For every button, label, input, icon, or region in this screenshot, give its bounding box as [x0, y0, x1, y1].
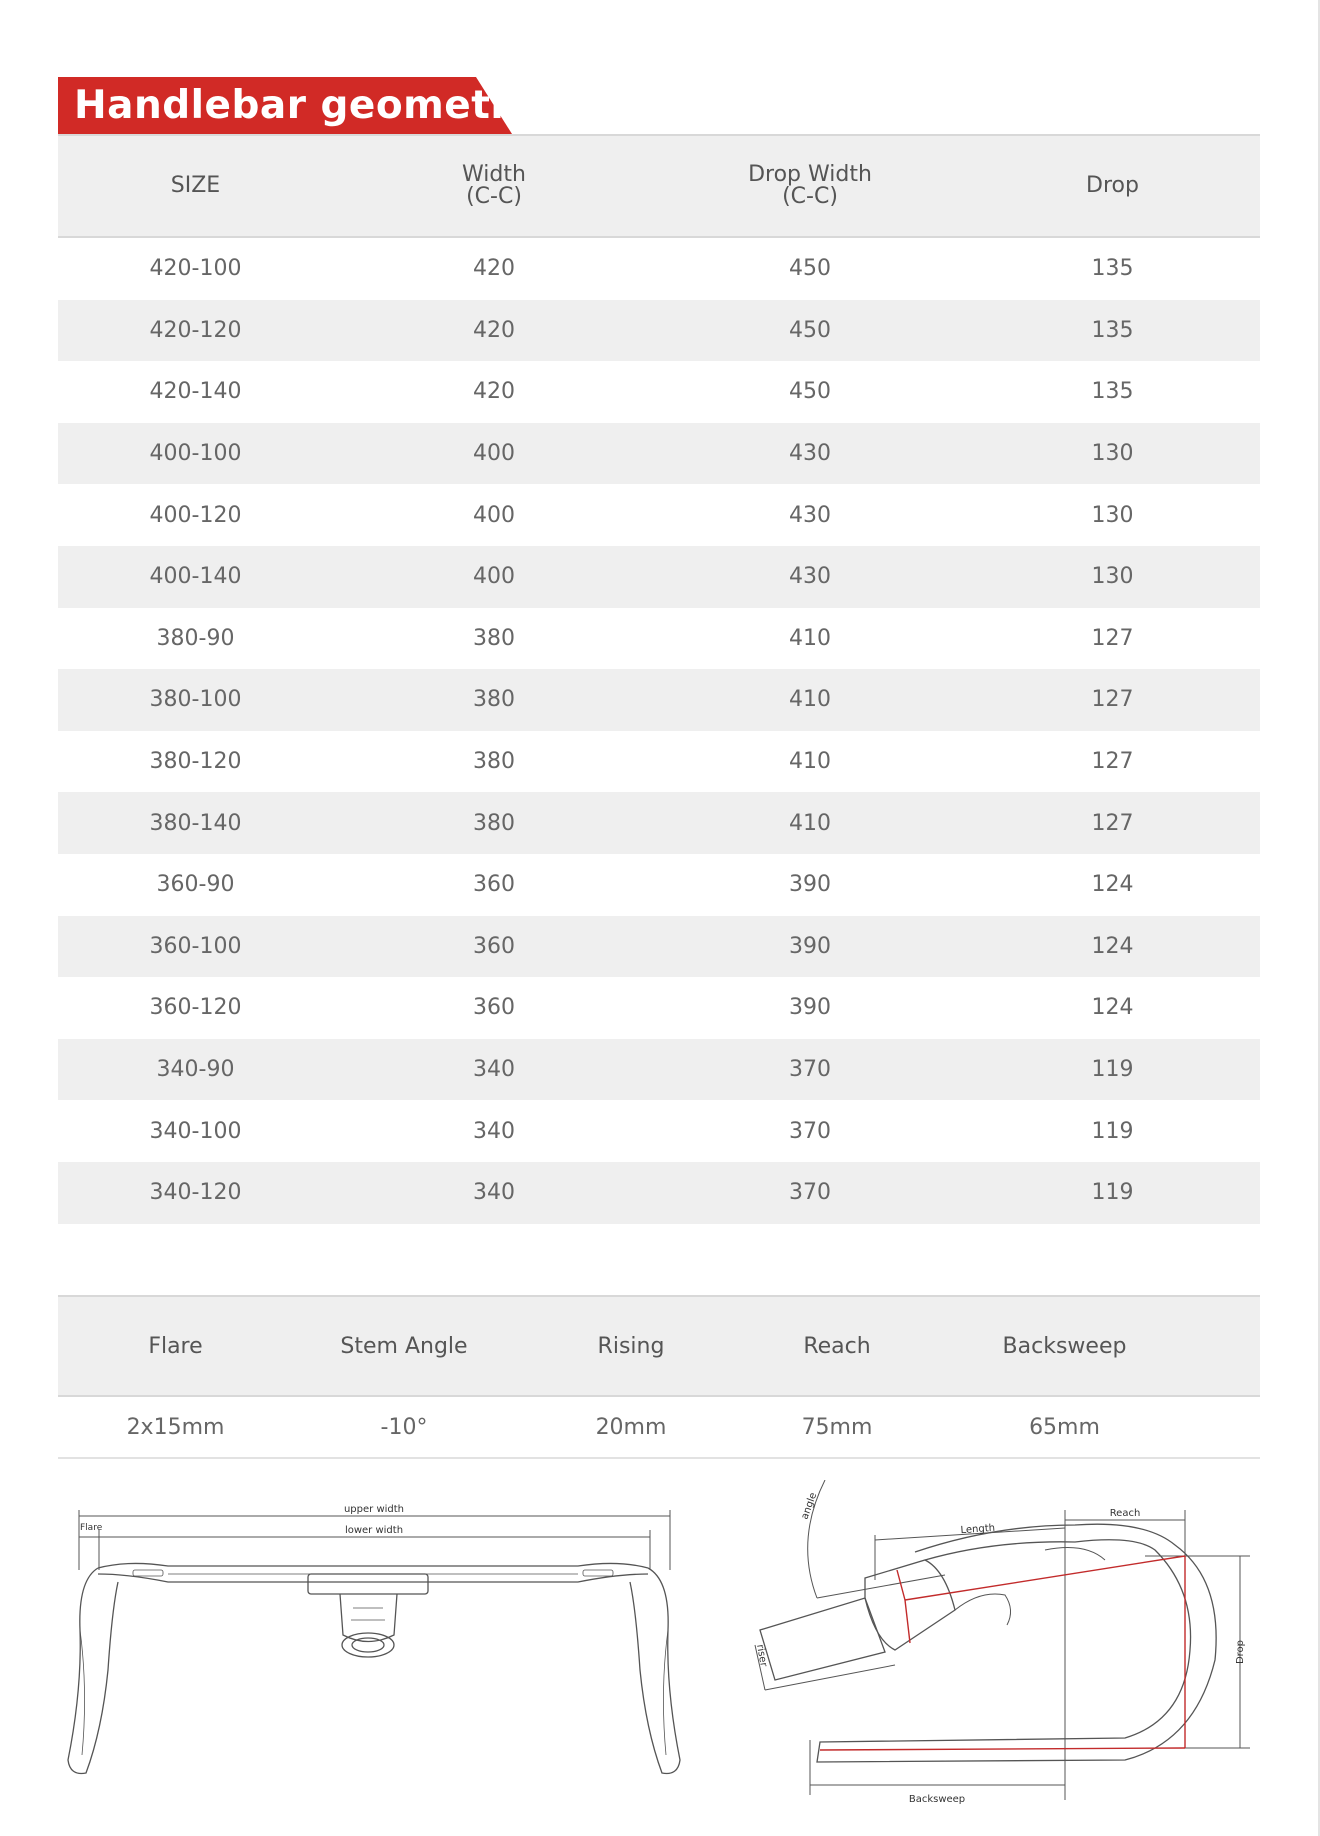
cell-size: 380-100 — [58, 669, 333, 731]
cell-drop: 130 — [965, 546, 1260, 608]
value-backsweep: 65mm — [927, 1396, 1202, 1458]
header-backsweep: Backsweep — [927, 1296, 1202, 1396]
value-spacer — [1202, 1396, 1260, 1458]
cell-width: 340 — [473, 1118, 515, 1144]
cell-drop-width: 430 — [789, 502, 831, 528]
value-reach: 75mm — [747, 1396, 927, 1458]
cell-width: 420 — [333, 300, 655, 362]
spec-value-row — [58, 1396, 1260, 1458]
side-view-diagram — [745, 1480, 1260, 1810]
cell-drop-width: 450 — [789, 256, 831, 282]
table-row — [58, 977, 1260, 1039]
table-row — [58, 731, 1260, 793]
header-spacer — [1202, 1296, 1260, 1396]
cell-width: 400 — [333, 546, 655, 608]
cell-drop: 130 — [965, 423, 1260, 485]
cell-width: 400 — [333, 423, 655, 485]
table-row — [58, 361, 1260, 423]
cell-drop: 119 — [965, 1039, 1260, 1101]
cell-size: 400-100 — [58, 423, 333, 485]
cell-width: 340 — [333, 1162, 655, 1224]
cell-size: 360-90 — [156, 872, 235, 898]
table-row — [58, 608, 1260, 670]
table-row — [58, 237, 1260, 300]
table-row — [58, 669, 1260, 731]
cell-size: 340-100 — [149, 1118, 242, 1144]
page-title: Handlebar geometry — [74, 83, 537, 128]
cell-drop: 127 — [965, 669, 1260, 731]
cell-drop-width: 390 — [655, 916, 965, 978]
label-lower-width: lower width — [344, 1525, 404, 1536]
cell-width: 380 — [333, 669, 655, 731]
side-view-drawing — [745, 1480, 1260, 1810]
cell-width: 380 — [473, 625, 515, 651]
header-drop-width: Drop Width (C-C) — [655, 135, 965, 237]
cell-size: 420-140 — [149, 379, 242, 405]
cell-drop-width: 390 — [789, 872, 831, 898]
cell-drop-width: 430 — [655, 546, 965, 608]
cell-drop: 127 — [1091, 749, 1134, 775]
header-reach: Reach — [747, 1296, 927, 1396]
cell-size: 400-120 — [149, 502, 242, 528]
value-stem-angle: -10° — [293, 1396, 515, 1458]
cell-size: 340-90 — [58, 1039, 333, 1101]
table-row — [58, 1100, 1260, 1162]
table-row — [58, 546, 1260, 608]
cell-width: 360 — [473, 995, 515, 1021]
label-angle: angle — [799, 1491, 820, 1522]
value-rising: 20mm — [515, 1396, 747, 1458]
table-row — [58, 1039, 1260, 1101]
cell-width: 340 — [333, 1039, 655, 1101]
table-row — [58, 423, 1260, 485]
cell-size: 360-100 — [58, 916, 333, 978]
cell-size: 340-120 — [58, 1162, 333, 1224]
cell-drop-width: 410 — [655, 669, 965, 731]
cell-drop: 124 — [1091, 995, 1134, 1021]
cell-drop-width: 450 — [789, 379, 831, 405]
cell-drop-width: 410 — [655, 792, 965, 854]
table-row — [58, 484, 1260, 546]
label-backsweep: Backsweep — [908, 1794, 966, 1805]
geometry-header-row — [58, 135, 1260, 237]
header-width: Width (C-C) — [333, 135, 655, 237]
cell-size: 420-120 — [58, 300, 333, 362]
cell-drop-width: 450 — [655, 300, 965, 362]
label-reach: Reach — [1109, 1508, 1141, 1519]
label-riser: riser — [754, 1643, 769, 1668]
cell-drop: 119 — [1091, 1118, 1134, 1144]
cell-drop: 127 — [1091, 625, 1134, 651]
cell-drop-width: 390 — [789, 995, 831, 1021]
cell-drop: 124 — [1091, 872, 1134, 898]
cell-size: 420-100 — [149, 256, 242, 282]
cell-width: 420 — [473, 256, 515, 282]
table-row — [58, 1162, 1260, 1224]
cell-drop: 127 — [965, 792, 1260, 854]
cell-drop: 135 — [1091, 256, 1134, 282]
front-view-diagram — [58, 1490, 698, 1790]
table-row — [58, 792, 1260, 854]
cell-width: 420 — [473, 379, 515, 405]
label-length: Length — [960, 1522, 996, 1537]
cell-drop: 135 — [1091, 379, 1134, 405]
cell-drop-width: 410 — [789, 749, 831, 775]
label-drop: Drop — [1235, 1639, 1246, 1665]
cell-size: 380-90 — [156, 625, 235, 651]
table-row — [58, 916, 1260, 978]
cell-width: 380 — [473, 749, 515, 775]
cell-drop: 130 — [1091, 502, 1134, 528]
geometry-table — [58, 134, 1260, 1224]
cell-width: 360 — [473, 872, 515, 898]
spec-table — [58, 1295, 1260, 1459]
header-stem-angle: Stem Angle — [293, 1296, 515, 1396]
cell-size: 360-120 — [149, 995, 242, 1021]
cell-width: 360 — [333, 916, 655, 978]
cell-drop: 119 — [965, 1162, 1260, 1224]
cell-drop: 124 — [965, 916, 1260, 978]
header-drop: Drop — [965, 135, 1260, 237]
header-rising: Rising — [515, 1296, 747, 1396]
front-view-drawing — [58, 1490, 698, 1790]
cell-width: 380 — [333, 792, 655, 854]
cell-size: 380-120 — [149, 749, 242, 775]
table-row — [58, 300, 1260, 362]
cell-drop-width: 430 — [655, 423, 965, 485]
header-flare: Flare — [58, 1296, 293, 1396]
value-flare: 2x15mm — [58, 1396, 293, 1458]
spec-header-row — [58, 1296, 1260, 1396]
cell-drop: 135 — [965, 300, 1260, 362]
label-upper-width: upper width — [343, 1504, 405, 1515]
header-size: SIZE — [58, 135, 333, 237]
cell-size: 400-140 — [58, 546, 333, 608]
section-title-banner — [58, 77, 537, 134]
cell-size: 380-140 — [58, 792, 333, 854]
label-flare: Flare — [80, 1523, 103, 1533]
cell-width: 400 — [473, 502, 515, 528]
cell-drop-width: 370 — [655, 1039, 965, 1101]
cell-drop-width: 410 — [789, 625, 831, 651]
table-row — [58, 854, 1260, 916]
cell-drop-width: 370 — [655, 1162, 965, 1224]
cell-drop-width: 370 — [789, 1118, 831, 1144]
